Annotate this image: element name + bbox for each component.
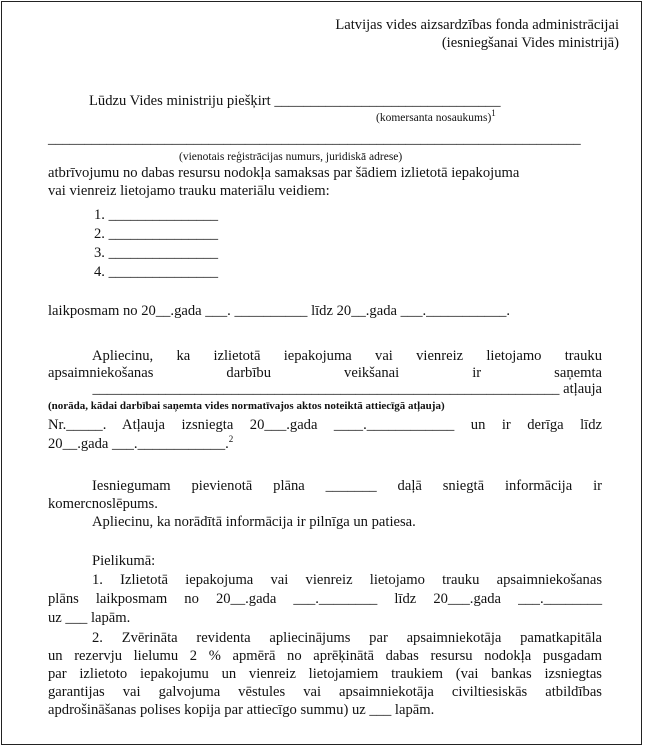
addressee-line-2: (iesniegšanai Vides ministrijā): [441, 35, 619, 51]
certify-line-2: apsaimniekošanas darbību veikšanai ir saņemta: [48, 365, 602, 381]
registration-caption: (vienotais reģistrācijas numurs, juridiskā adrese): [179, 151, 403, 163]
registration-line: _________________________________________________________________________: [48, 131, 581, 147]
certify-line-3: ________________________________________________________________ atļauja: [92, 381, 602, 397]
attachment-2-line-2: un rezervju lielumu 2 % apmērā no aprēķinātā dabas resursu nodokļa pusgadam: [48, 648, 602, 664]
company-name-caption: (komersanta nosaukums)$^1$: [376, 108, 496, 124]
certify-line-1: Apliecinu, ka izlietotā iepakojuma vai vienreiz lietojamo trauku: [92, 348, 602, 364]
submission-line-2: komercnoslēpums.: [48, 496, 158, 512]
attachments-heading: Pielikumā:: [92, 553, 156, 569]
list-item: 1. _______________: [94, 207, 219, 223]
certify-line-5: 20__.gada ___.____________.$^2$: [48, 434, 234, 452]
list-item: 3. _______________: [94, 245, 219, 261]
list-item: 2. _______________: [94, 226, 219, 242]
addressee-line-1: Latvijas vides aizsardzības fonda administrācijai: [335, 17, 619, 33]
permit-caption: (norāda, kādai darbībai saņemta vides normatīvajos aktos noteiktā attiecīgā atļauja): [48, 400, 445, 412]
request-line: Lūdzu Vides ministriju piešķirt _______________________________: [89, 93, 501, 109]
list-item: 4. _______________: [94, 264, 219, 280]
attachment-2-line-4: garantijas vai galvojuma vēstules vai apsaimniekotāja civiltiesiskās atbildības: [48, 684, 602, 700]
attachment-1-line-3: uz ___ lapām.: [48, 610, 131, 626]
exemption-line-2: vai vienreiz lietojamo trauku materiālu veidiem:: [48, 183, 330, 199]
submission-line-1: Iesniegumam pievienotā plāna _______ daļā sniegtā informācija ir: [92, 478, 602, 494]
attachment-2-line-5: apdrošināšanas polises kopija par attiecīgo summu) uz ___ lapām.: [48, 702, 435, 718]
attachment-1-line-2: plāns laikposmam no 20__.gada ___.________ līdz 20___.gada ___.________: [48, 591, 602, 607]
period-line: laikposmam no 20__.gada ___. __________ līdz 20__.gada ___.___________.: [48, 303, 511, 319]
submission-line-3: Apliecinu, ka norādītā informācija ir pilnīga un patiesa.: [92, 514, 416, 530]
exemption-line-1: atbrīvojumu no dabas resursu nodokļa samaksas par šādiem izlietotā iepakojuma: [48, 165, 520, 181]
attachment-2-line-3: par izlietoto iepakojumu un vienreiz lietojamiem traukiem (vai bankas izsniegtas: [48, 666, 602, 682]
attachment-1-line-1: 1. Izlietotā iepakojuma vai vienreiz lietojamo trauku apsaimniekošanas: [92, 572, 602, 588]
attachment-2-line-1: 2. Zvērināta revidenta apliecinājums par apsaimniekotāja pamatkapitāla: [92, 630, 602, 646]
certify-line-4: Nr._____. Atļauja izsniegta 20___.gada ____.____________ un ir derīga līdz: [48, 417, 602, 433]
document-page: [1, 1, 642, 745]
